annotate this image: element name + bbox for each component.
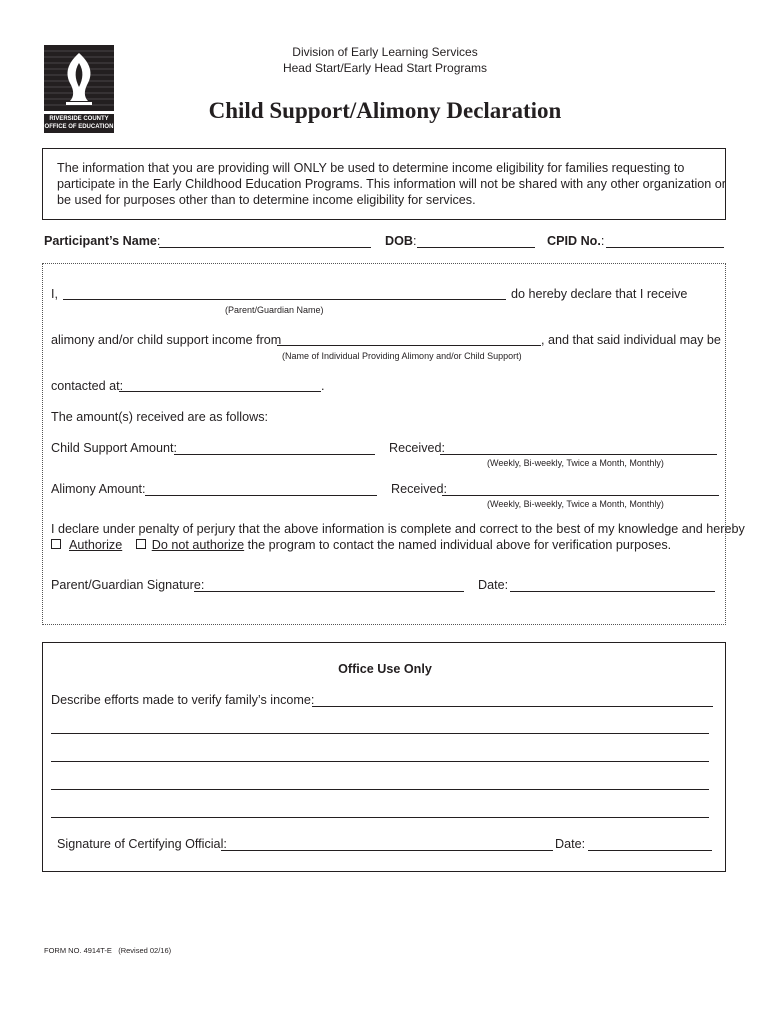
contact-period: . — [321, 379, 325, 393]
page-title: Child Support/Alimony Declaration — [208, 98, 562, 123]
participant-name-field[interactable] — [159, 247, 371, 248]
do-not-authorize-checkbox[interactable] — [136, 539, 146, 549]
efforts-line-2[interactable] — [51, 733, 709, 734]
authorize-checkbox[interactable] — [51, 539, 61, 549]
cpid-label: CPID No.: — [547, 234, 605, 248]
parent-name-caption: (Parent/Guardian Name) — [225, 305, 324, 315]
verification-text: the program to contact the named individual above for verification purposes. — [247, 538, 672, 552]
child-support-amount-field[interactable] — [174, 454, 375, 455]
alimony-received-label: Received: — [391, 482, 448, 496]
describe-efforts-field[interactable] — [312, 706, 713, 707]
provider-caption: (Name of Individual Providing Alimony and/or Child Support) — [282, 351, 522, 361]
notice-line-1: The information that you are providing will ONLY be used to determine income eligibility for families requesting to — [57, 161, 685, 175]
office-use-title: Office Use Only — [338, 662, 432, 676]
child-support-label: Child Support Amount: — [51, 441, 178, 455]
dob-label: DOB: — [385, 234, 417, 248]
form-number: FORM NO. 4914T-E (Revised 02/16) — [44, 946, 172, 955]
parent-signature-field[interactable] — [194, 591, 464, 592]
alimony-label: Alimony Amount: — [51, 482, 146, 496]
division-line: Division of Early Learning Services — [292, 45, 478, 59]
efforts-line-4[interactable] — [51, 789, 709, 790]
program-line: Head Start/Early Head Start Programs — [282, 61, 488, 75]
parent-name-field[interactable] — [63, 299, 506, 300]
said-individual-text: , and that said individual may be — [541, 333, 721, 347]
dob-field[interactable] — [417, 247, 535, 248]
penalty-text: I declare under penalty of perjury that the above information is complete and correct to the best of my knowledge and hereby — [51, 522, 745, 536]
authorization-row — [51, 538, 671, 552]
authorize-label: Authorize — [69, 538, 123, 552]
notice-line-2: participate in the Early Childhood Education Programs. This information will not be shared with any other organization or — [57, 177, 726, 191]
participant-name-label: Participant’s Name: — [44, 234, 161, 248]
logo-text-1: RIVERSIDE COUNTY — [49, 116, 109, 122]
do-not-authorize-label: Do not authorize — [151, 538, 245, 552]
efforts-line-3[interactable] — [51, 761, 709, 762]
alimony-frequency-field[interactable] — [442, 495, 719, 496]
parent-signature-label: Parent/Guardian Signature: — [51, 578, 205, 592]
child-support-frequency-caption: (Weekly, Bi-weekly, Twice a Month, Monthly) — [487, 458, 664, 468]
alimony-amount-field[interactable] — [145, 495, 377, 496]
certifying-signature-label: Signature of Certifying Official: — [57, 837, 227, 851]
child-support-received-label: Received: — [389, 441, 446, 455]
certifying-date-field[interactable] — [588, 850, 712, 851]
amounts-intro: The amount(s) received are as follows: — [51, 410, 268, 424]
notice-line-3: be used for purposes other than to determine income eligibility for services. — [57, 193, 476, 207]
i-label: I, — [51, 287, 58, 301]
child-support-frequency-field[interactable] — [440, 454, 717, 455]
contacted-at-label: contacted at: — [51, 379, 124, 393]
certifying-signature-field[interactable] — [221, 850, 553, 851]
efforts-line-5[interactable] — [51, 817, 709, 818]
contact-info-field[interactable] — [119, 391, 321, 392]
describe-efforts-label: Describe efforts made to verify family’s income: — [51, 693, 315, 707]
certifying-date-label: Date: — [555, 837, 586, 851]
provider-name-field[interactable] — [277, 345, 541, 346]
parent-date-label: Date: — [478, 578, 509, 592]
logo-text-2: OFFICE OF EDUCATION — [44, 124, 114, 130]
declare-text: do hereby declare that I receive — [511, 287, 688, 301]
alimony-from-label: alimony and/or child support income from — [51, 333, 282, 347]
parent-date-field[interactable] — [510, 591, 715, 592]
cpid-field[interactable] — [606, 247, 724, 248]
alimony-frequency-caption: (Weekly, Bi-weekly, Twice a Month, Monthly) — [487, 499, 664, 509]
